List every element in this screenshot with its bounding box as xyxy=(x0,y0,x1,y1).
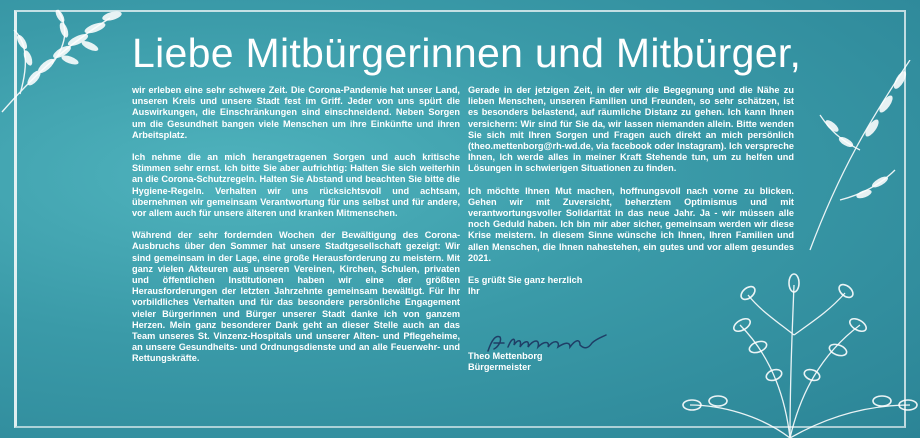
paragraph: wir erleben eine sehr schwere Zeit. Die Corona-Pandemie hat unser Land, unseren Kreis und unsere Stadt fest im Griff. Jeder von uns spürt die Auswirkungen, die Einschränkungen sind einschneidend. Neben Sorgen um die Gesundheit bangen viele Menschen um ihre Einkünfte und ihren Arbeitsplatz. xyxy=(132,85,460,140)
paragraph: Ich möchte Ihnen Mut machen, hoffnungsvoll nach vorne zu blicken. Gehen wir mit Zuversicht, beherztem Optimismus und mit verantwortungsvoller Solidarität in das neue Jahr. Ja - wir müssen alle noch Geduld haben. Ich bin mir aber sicher, gemeinsam werden wir diese Krise meistern. In diesem Sinne wünsche ich Ihnen, Ihren Familien und allen Menschen, die Ihnen nahestehen, ein gutes und vor allem gesundes 2021. xyxy=(468,185,794,263)
page-title: Liebe Mitbürgerinnen und Mitbürger, xyxy=(132,30,802,76)
paragraph: Während der sehr fordernden Wochen der Bewältigung des Corona-Ausbruchs über den Sommer hat unsere Stadtgesellschaft gezeigt: Wir sind gemeinsam in der Lage, eine große Herausforderung zu meistern. Mit ganz vielen Akteuren aus unseren Vereinen, Kirchen, Schulen, privaten und öffentlichen Institutionen haben wir eine der größten Herausforderungen der letzten Jahrzehnte gemeinsam bewältigt. Für Ihr vorbildliches Verhalten und für das besondere persönliche Engagement vieler Bürgerinnen und Bürger unserer Stadt danke ich von ganzem Herzen. Mein ganz besonderer Dank geht an dieser Stelle auch an das Team unseres St. Vinzenz-Hospitals und unserer Alten- und Pflegeheime, an unsere Gesundheits- und Ordnungsdienste und an alle Feuerwehr- und Rettungskräfte. xyxy=(132,230,460,364)
signer-title: Bürgermeister xyxy=(468,362,531,373)
leaf-branch-top-left-icon xyxy=(0,0,140,120)
left-column xyxy=(132,85,460,376)
leaf-branch-right-icon xyxy=(800,60,920,260)
paragraph: Ich nehme die an mich herangetragenen Sorgen und auch kritische Stimmen sehr ernst. Ich bitte Sie aber aufrichtig: Halten Sie sich weiterhin an die Corona-Schutzregeln. Halten Sie Abstand und beachten Sie bitte die Hygiene-Regeln. Verhalten wir uns rücksichtsvoll und achtsam, übernehmen wir gemeinsam Verantwortung für uns selbst und für andere, vor allem auch für unsere älteren und kranken Mitmenschen. xyxy=(132,152,460,219)
greeting-text: Es grüßt Sie ganz herzlich xyxy=(468,275,583,286)
signer-block xyxy=(468,351,543,373)
right-column xyxy=(468,85,794,297)
paragraph: Gerade in der jetzigen Zeit, in der wir die Begegnung und die Nähe zu lieben Menschen, unseren Familien und Freunden, so sehr schätzen, ist es besonders belastend, auf räumliche Distanz zu gehen. Ich kann Ihnen versichern: Wir sind für Sie da, wir lassen niemanden allein. Bitte wenden Sie sich mit Ihren Sorgen und Fragen auch direkt an mich persönlich (theo.mettenborg@rh-wd.de, via facebook oder Instagram). Ich verspreche Ihnen, Ich werde alles in meiner Kraft Stehende tun, um zu helfen und Lösungen in schwierigen Situationen zu finden. xyxy=(468,85,794,174)
greeting-ihr: Ihr xyxy=(468,286,480,297)
signer-name: Theo Mettenborg xyxy=(468,351,543,361)
closing-greeting xyxy=(468,275,794,297)
